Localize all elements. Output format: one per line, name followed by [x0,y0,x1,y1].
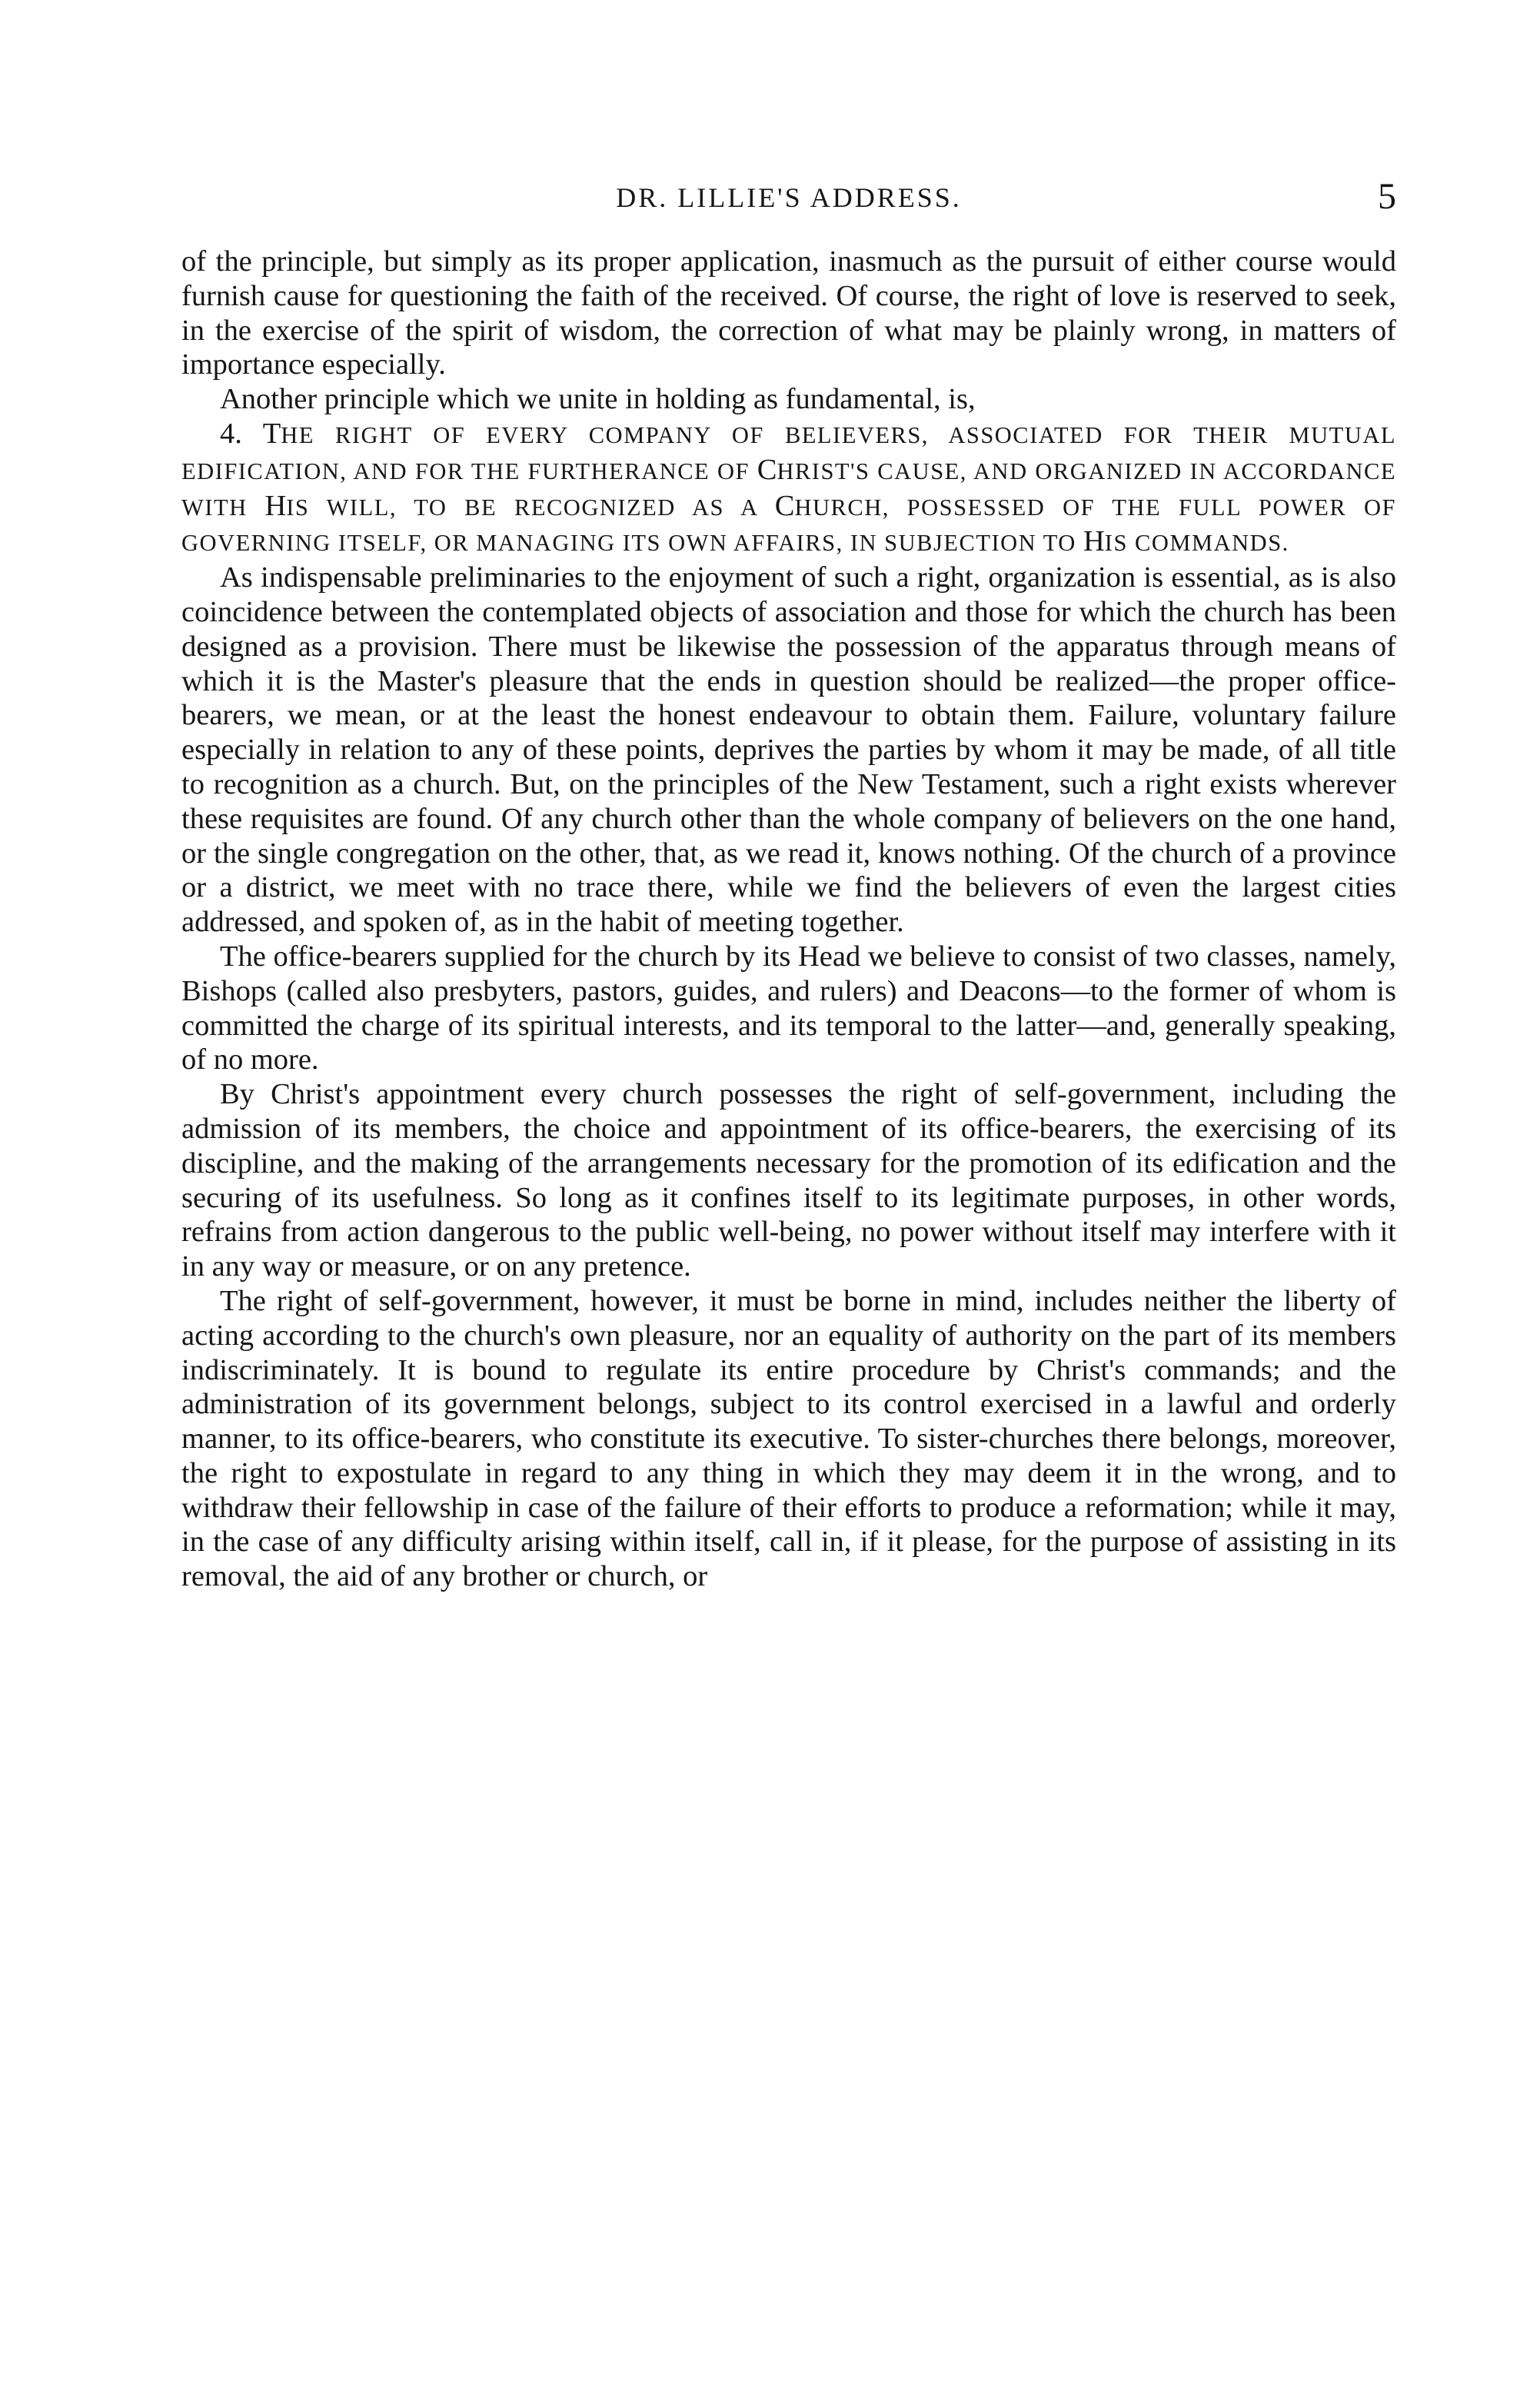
principle-statement: THE RIGHT OF EVERY COMPANY OF BELIEVERS, ASSOCIATED FOR THEIR MUTUAL EDIFICATION, AND FOR THE FURTHERANCE OF CHRIST'S CAUSE, AND ORGANIZED IN ACCORDANCE WITH HIS WILL, TO BE RECOGNIZED AS A CHURCH, POSSESSED OF THE FULL POWER OF GOVERNING ITSELF, OR MANAGING ITS OWN AFFAIRS, IN SUBJECTION TO HIS COMMANDS. [181,417,1397,558]
page-number: 5 [1378,176,1396,217]
paragraph: The office-bearers supplied for the church by its Head we believe to consist of two classes, namely, Bishops (called also presbyters, pastors, guides, and rulers) and Deacons—to the former of whom is committed the charge of its spiritual interests, and its temporal to the latter—and, generally speaking, of no more. [181,940,1396,1076]
page-header [181,177,1396,223]
paragraph-continuation: of the principle, but simply as its proper application, inasmuch as the pursuit of either course would furnish cause for questioning the faith of the received. Of course, the right of love is reserved to seek, in the exercise of the spirit of wisdom, the correction of what may be plainly wrong, in matters of importance especially. [181,245,1396,381]
running-title: DR. LILLIE'S ADDRESS. [616,182,962,213]
body-text [181,245,1396,1594]
paragraph: The right of self-government, however, it must be borne in mind, includes neither the liberty of acting according to the church's own pleasure, nor an equality of authority on the part of its members indiscriminately. It is bound to regulate its entire procedure by Christ's commands; and the administration of its government belongs, subject to its control exercised in a lawful and orderly manner, to its office-bearers, who constitute its executive. To sister-churches there belongs, moreover, the right to expostulate in regard to any thing in which they may deem it in the wrong, and to withdraw their fellowship in case of the failure of their efforts to produce a reformation; while it may, in the case of any difficulty arising within itself, call in, if it please, for the purpose of assisting in its removal, the aid of any brother or church, or [181,1284,1396,1593]
paragraph: By Christ's appointment every church possesses the right of self-government, including the admission of its members, the choice and appointment of its office-bearers, the exercising of its discipline, and the making of the arrangements necessary for the promotion of its edification and the securing of its usefulness. So long as it confines itself to its legitimate purposes, in other words, refrains from action dangerous to the public well-being, no power without itself may interfere with it in any way or measure, or on any pretence. [181,1078,1396,1283]
principle-number: 4. [220,417,242,450]
paragraph-intro: Another principle which we unite in holding as fundamental, is, [220,383,976,416]
paragraph: As indispensable preliminaries to the enjoyment of such a right, organization is essential, as is also coincidence between the contemplated objects of association and those for which the church has been designed as a provision. There must be likewise the possession of the apparatus through means of which it is the Master's pleasure that the ends in question should be realized—the proper office-bearers, we mean, or at the least the honest endeavour to obtain them. Failure, voluntary failure especially in relation to any of these points, deprives the parties by whom it may be made, of all title to recognition as a church. But, on the principles of the New Testament, such a right exists wherever these requisites are found. Of any church other than the whole company of believers on the one hand, or the single congregation on the other, that, as we read it, knows nothing. Of the church of a province or a district, we meet with no trace there, while we find the believers of even the largest cities addressed, and spoken of, as in the habit of meeting together. [181,561,1396,939]
principle-four [181,417,1396,561]
